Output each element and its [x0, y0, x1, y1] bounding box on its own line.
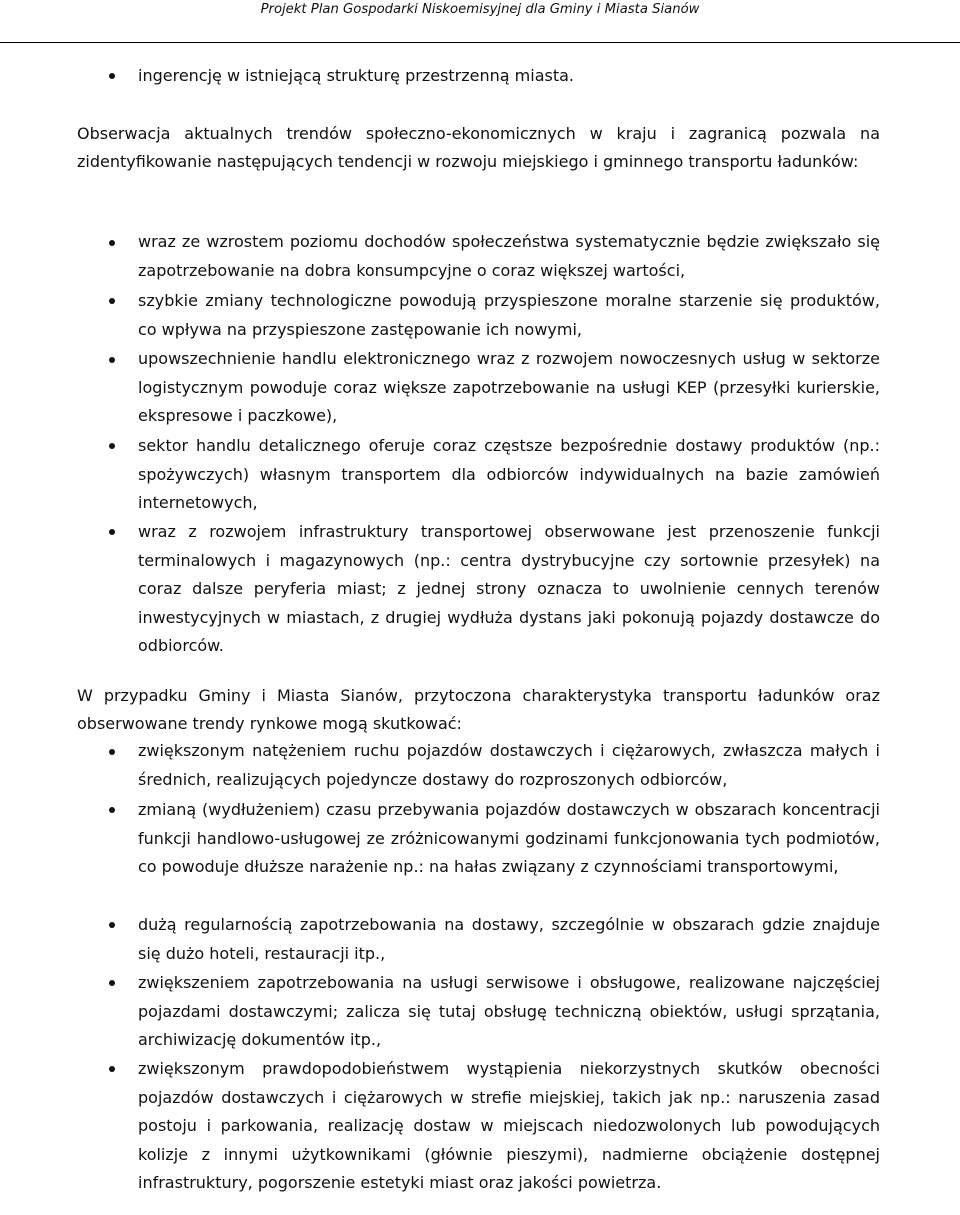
bullet-icon: [109, 980, 115, 986]
list-item: wraz ze wzrostem poziomu dochodów społeczeństwa systematycznie będzie zwiększało się zapotrzebowanie na dobra konsumpcyjne o coraz większej wartości,: [138, 232, 880, 280]
list-item: zwiększonym prawdopodobieństwem wystąpienia niekorzystnych skutków obecności pojazdów dostawczych i ciężarowych w strefie miejskiej, takich jak np.: naruszenia zasad postoju i parkowania, realizację dostaw w miejscach niedozwolonych lub powodujących kolizje z innymi użytkownikami (głównie pieszymi), nadmierne obciążenie dostępnej infrastruktury, pogorszenie estetyki miast oraz jakości powietrza.: [138, 1059, 880, 1193]
list-item: upowszechnienie handlu elektronicznego wraz z rozwojem nowoczesnych usług w sektorze logistycznym powoduje coraz większe zapotrzebowanie na usługi KEP (przesyłki kurierskie, ekspresowe i paczkowe),: [138, 349, 880, 426]
bullet-icon: [109, 240, 115, 246]
list-item: ingerencję w istniejącą strukturę przestrzenną miasta.: [138, 66, 574, 85]
paragraph-effects-intro: W przypadku Gminy i Miasta Sianów, przytoczona charakterystyka transportu ładunków oraz obserwowane trendy rynkowe mogą skutkować:: [77, 686, 880, 733]
bullet-icon: [109, 1066, 115, 1072]
list-item: zwiększeniem zapotrzebowania na usługi serwisowe i obsługowe, realizowane najczęściej pojazdami dostawczymi; zalicza się tutaj obsługę techniczną obiektów, usługi sprzątania, archiwizację dokumentów itp.,: [138, 973, 880, 1050]
list-item: wraz z rozwojem infrastruktury transportowej obserwowane jest przenoszenie funkcji terminalowych i magazynowych (np.: centra dystrybucyjne czy sortownie przesyłek) na coraz dalsze peryferia miast; z jednej strony oznacza to uwolnienie cennych terenów inwestycyjnych w miastach, z drugiej wydłuża dystans jaki pokonują pojazdy dostawcze do odbiorców.: [138, 522, 880, 656]
header-title: Projekt Plan Gospodarki Niskoemisyjnej dla Gminy i Miasta Sianów: [260, 2, 700, 17]
bullet-icon: [109, 807, 115, 813]
paragraph-intro: Obserwacja aktualnych trendów społeczno-ekonomicznych w kraju i zagranicą pozwala na zidentyfikowanie następujących tendencji w rozwoju miejskiego i gminnego transportu ładunków:: [77, 124, 880, 172]
list-item: szybkie zmiany technologiczne powodują przyspieszone moralne starzenie się produktów, co wpływa na przyspieszone zastępowanie ich nowymi,: [138, 291, 880, 339]
bullet-icon: [109, 922, 115, 928]
bullet-icon: [109, 529, 115, 535]
bullet-icon: [109, 443, 115, 449]
bullet-icon: [109, 749, 115, 755]
bullet-icon: [109, 73, 115, 79]
list-item: zwiększonym natężeniem ruchu pojazdów dostawczych i ciężarowych, zwłaszcza małych i średnich, realizujących pojedyncze dostawy do rozproszonych odbiorców,: [138, 741, 880, 789]
bullet-icon: [109, 298, 115, 304]
list-item: dużą regularnością zapotrzebowania na dostawy, szczególnie w obszarach gdzie znajduje się dużo hoteli, restauracji itp.,: [138, 915, 880, 963]
bullet-icon: [109, 357, 115, 363]
list-item: zmianą (wydłużeniem) czasu przebywania pojazdów dostawczych w obszarach koncentracji funkcji handlowo-usługowej ze zróżnicowanymi godzinami funkcjonowania tych podmiotów, co powoduje dłuższe narażenie np.: na hałas związany z czynnościami transportowymi,: [138, 800, 880, 877]
list-item: sektor handlu detalicznego oferuje coraz częstsze bezpośrednie dostawy produktów (np.: spożywczych) własnym transportem dla odbiorców indywidualnych na bazie zamówień internetowych,: [138, 436, 880, 513]
